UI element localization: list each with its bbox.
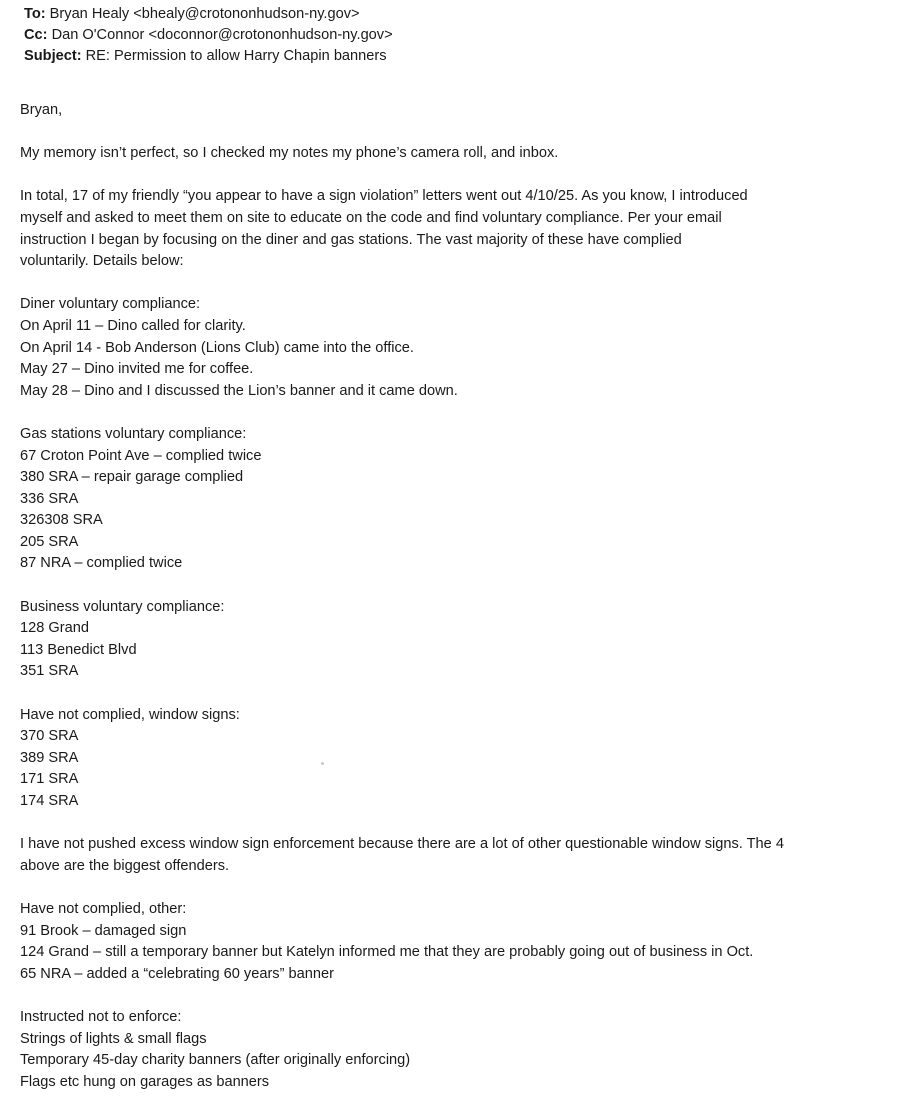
list-item: May 28 – Dino and I discussed the Lion’s banner and it came down. <box>20 382 458 399</box>
list-item: May 27 – Dino invited me for coffee. <box>20 361 254 378</box>
list-item: 171 SRA <box>20 771 79 788</box>
other-section <box>20 899 880 985</box>
scan-speck <box>321 762 324 765</box>
list-item: 124 Grand – still a temporary banner but Katelyn informed me that they are probably going out of business in Oct. <box>20 944 754 961</box>
list-item: 174 SRA <box>20 793 79 809</box>
list-item: 389 SRA <box>20 749 79 766</box>
list-item: 380 SRA – repair garage complied <box>20 469 244 486</box>
list-item: 67 Croton Point Ave – complied twice <box>20 447 262 464</box>
paragraph-line: instruction I began by focusing on the diner and gas stations. The vast majority of these have complied <box>20 231 682 248</box>
to-line <box>24 4 393 25</box>
list-item: Temporary 45-day charity banners (after originally enforcing) <box>20 1052 411 1069</box>
section-heading: Business voluntary compliance: <box>20 598 225 615</box>
cc-label: Cc: <box>24 27 48 43</box>
subject-value: RE: Permission to allow Harry Chapin banners <box>85 48 387 64</box>
paragraph-line: myself and asked to meet them on site to educate on the code and find voluntary compliance. Per your email <box>20 209 722 226</box>
window-signs-section <box>20 705 880 813</box>
paragraph-line: In total, 17 of my friendly “you appear to have a sign violation” letters went out 4/10/25. As you know, I introduced <box>20 188 748 205</box>
paragraph-line: above are the biggest offenders. <box>20 857 230 874</box>
list-item: 128 Grand <box>20 620 89 637</box>
section-heading: Have not complied, other: <box>20 900 187 917</box>
email-header <box>24 4 393 67</box>
section-heading: Diner voluntary compliance: <box>20 296 201 313</box>
list-item: 336 SRA <box>20 490 79 507</box>
cc-value: Dan O'Connor <doconnor@crotononhudson-ny.gov> <box>51 27 393 43</box>
list-item: 91 Brook – damaged sign <box>20 922 187 939</box>
paragraph-line: I have not pushed excess window sign enforcement because there are a lot of other questionable window signs. The 4 <box>20 836 784 853</box>
section-heading: Gas stations voluntary compliance: <box>20 425 247 442</box>
window-note-paragraph <box>20 834 880 877</box>
section-heading: Instructed not to enforce: <box>20 1008 182 1025</box>
email-body <box>20 100 880 1115</box>
list-item: 113 Benedict Blvd <box>20 641 137 658</box>
list-item: 351 SRA <box>20 663 79 680</box>
list-item: Strings of lights & small flags <box>20 1030 207 1047</box>
section-heading: Have not complied, window signs: <box>20 706 240 723</box>
subject-line <box>24 46 393 67</box>
paragraph-line: voluntarily. Details below: <box>20 253 184 270</box>
list-item: 205 SRA <box>20 533 79 550</box>
not-enforce-section <box>20 1007 880 1093</box>
subject-label: Subject: <box>24 48 82 64</box>
cc-line <box>24 25 393 46</box>
business-section <box>20 597 880 683</box>
gas-section <box>20 424 880 575</box>
list-item: On April 11 – Dino called for clarity. <box>20 317 246 334</box>
greeting: Bryan, <box>20 102 63 118</box>
list-item: On April 14 - Bob Anderson (Lions Club) came into the office. <box>20 339 414 356</box>
list-item: 370 SRA <box>20 728 79 745</box>
list-item: 87 NRA – complied twice <box>20 555 183 572</box>
list-item: 326308 SRA <box>20 512 103 529</box>
list-item: Flags etc hung on garages as banners <box>20 1073 270 1090</box>
diner-section <box>20 294 880 402</box>
summary-paragraph <box>20 186 880 272</box>
list-item: 65 NRA – added a “celebrating 60 years” banner <box>20 965 334 982</box>
intro-paragraph: My memory isn’t perfect, so I checked my notes my phone’s camera roll, and inbox. <box>20 145 559 162</box>
to-label: To: <box>24 6 46 22</box>
to-value: Bryan Healy <bhealy@crotononhudson-ny.gov> <box>49 6 360 22</box>
